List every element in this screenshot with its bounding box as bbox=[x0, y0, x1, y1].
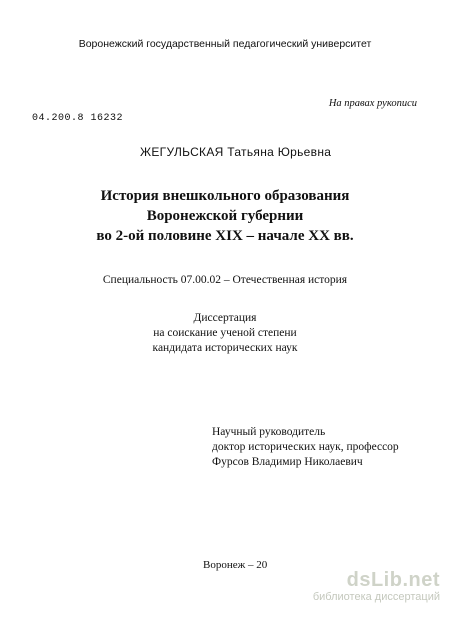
degree-line: на соискание ученой степени bbox=[153, 327, 297, 339]
title-line: Воронежской губернии bbox=[146, 208, 304, 224]
supervisor-block bbox=[212, 425, 399, 470]
city-year: Воронеж – 20 bbox=[203, 559, 268, 571]
watermark bbox=[270, 570, 440, 604]
supervisor-line: доктор исторических наук, профессор bbox=[212, 441, 399, 453]
university-name: Воронежский государственный педагогический университет bbox=[78, 38, 372, 50]
watermark-logo: dsLib.net bbox=[346, 569, 440, 591]
supervisor-line: Фурсов Владимир Николаевич bbox=[212, 456, 363, 468]
title-line: во 2-ой половине XIX – начале XX вв. bbox=[96, 228, 354, 244]
dissertation-title bbox=[0, 186, 450, 246]
degree-line: Диссертация bbox=[193, 312, 257, 324]
degree-statement bbox=[0, 311, 450, 356]
title-line: История внешкольного образования bbox=[100, 188, 350, 204]
author-name: ЖЕГУЛЬСКАЯ Татьяна Юрьевна bbox=[140, 145, 332, 159]
degree-line: кандидата исторических наук bbox=[152, 342, 298, 354]
archive-code: 04.200.8 16232 bbox=[32, 113, 124, 124]
watermark-subtitle: библиотека диссертаций bbox=[312, 591, 440, 603]
supervisor-line: Научный руководитель bbox=[212, 426, 326, 438]
rights-note: На правах рукописи bbox=[328, 98, 417, 109]
specialty: Специальность 07.00.02 – Отечественная история bbox=[102, 274, 348, 286]
